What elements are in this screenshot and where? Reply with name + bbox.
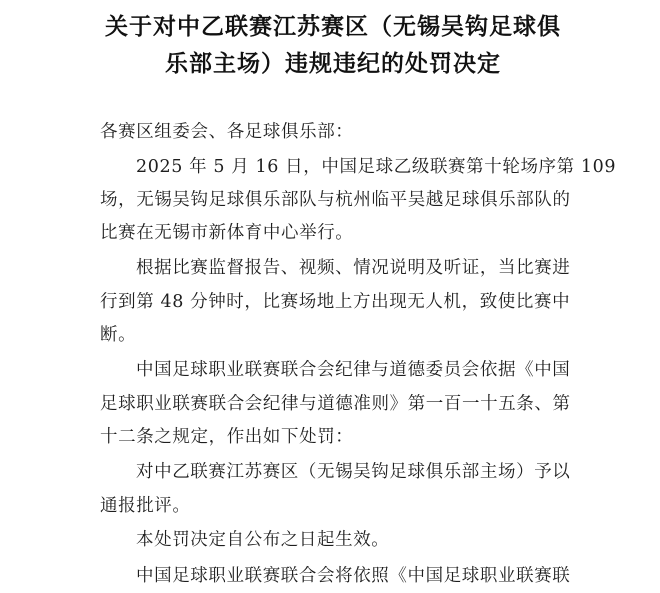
paragraph-3-line-1: 中国足球职业联赛联合会纪律与道德委员会依据《中国 <box>136 360 571 380</box>
paragraph-2-line-3: 断。 <box>100 325 137 345</box>
paragraph-1-line-2: 场，无锡吴钩足球俱乐部队与杭州临平吴越足球俱乐部队的 <box>100 190 571 210</box>
paragraph-6-line-1: 中国足球职业联赛联合会将依照《中国足球职业联赛联 <box>136 566 571 586</box>
paragraph-2-line-2: 行到第 48 分钟时，比赛场地上方出现无人机，致使比赛中 <box>100 292 571 312</box>
paragraph-2-line-1: 根据比赛监督报告、视频、情况说明及听证，当比赛进 <box>136 258 571 278</box>
paragraph-5-line-1: 本处罚决定自公布之日起生效。 <box>136 530 390 550</box>
paragraph-4-line-1: 对中乙联赛江苏赛区（无锡吴钩足球俱乐部主场）予以 <box>136 462 571 482</box>
paragraph-1-line-3: 比赛在无锡市新体育中心举行。 <box>100 223 354 243</box>
document-title-line-2: 乐部主场）违规违纪的处罚决定 <box>165 50 501 77</box>
paragraph-3-line-3: 十二条之规定，作出如下处罚： <box>100 427 354 447</box>
paragraph-4-line-2: 通报批评。 <box>100 496 191 516</box>
salutation: 各赛区组委会、各足球俱乐部： <box>100 122 354 142</box>
document-title-line-1: 关于对中乙联赛江苏赛区（无锡吴钩足球俱 <box>105 13 561 40</box>
paragraph-3-line-2: 足球职业联赛联合会纪律与道德准则》第一百一十五条、第 <box>100 394 571 414</box>
paragraph-1-line-1: 2025 年 5 月 16 日，中国足球乙级联赛第十轮场序第 109 <box>136 157 617 177</box>
